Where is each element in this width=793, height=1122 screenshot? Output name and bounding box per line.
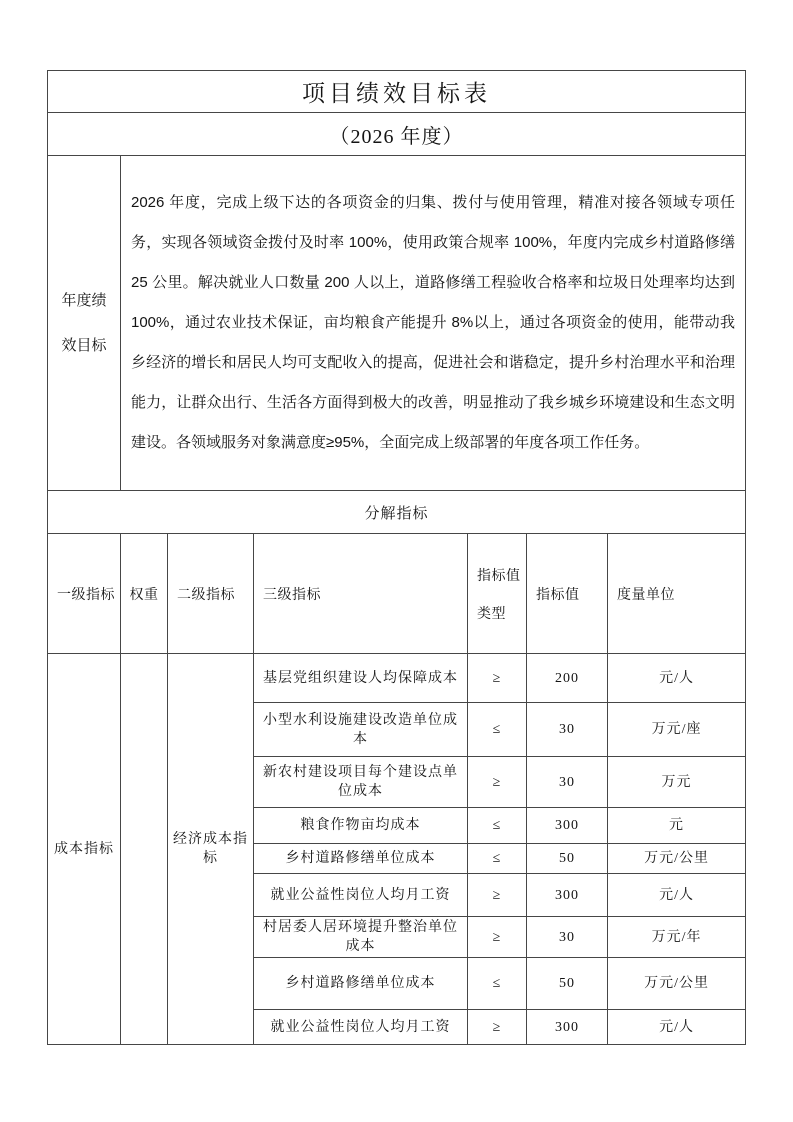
annual-goal-label: 年度绩效目标: [48, 156, 121, 491]
header-target-value: 指标值: [527, 534, 608, 654]
comparator-cell: ≤: [468, 808, 527, 844]
header-unit: 度量单位: [608, 534, 746, 654]
indicator-cell: 小型水利设施建设改造单位成本: [254, 703, 468, 757]
table-row: [48, 654, 746, 703]
value-cell: 50: [527, 844, 608, 874]
performance-target-table: [47, 70, 746, 1045]
value-cell: 200: [527, 654, 608, 703]
indicator-cell: 村居委人居环境提升整治单位成本: [254, 917, 468, 958]
indicator-cell: 新农村建设项目每个建设点单位成本: [254, 757, 468, 808]
unit-cell: 万元/公里: [608, 844, 746, 874]
comparator-cell: ≤: [468, 844, 527, 874]
value-cell: 30: [527, 757, 608, 808]
value-cell: 30: [527, 703, 608, 757]
comparator-cell: ≤: [468, 703, 527, 757]
header-level3-indicator: 三级指标: [254, 534, 468, 654]
indicator-cell: 乡村道路修缮单位成本: [254, 844, 468, 874]
indicator-cell: 粮食作物亩均成本: [254, 808, 468, 844]
section-header-decomposed-indicators: 分解指标: [48, 491, 746, 534]
unit-cell: 元/人: [608, 654, 746, 703]
value-cell: 300: [527, 874, 608, 917]
level1-indicator-cell: 成本指标: [48, 654, 121, 1045]
comparator-cell: ≥: [468, 1010, 527, 1045]
header-level1-indicator: 一级指标: [48, 534, 121, 654]
header-level2-indicator: 二级指标: [168, 534, 254, 654]
value-cell: 300: [527, 808, 608, 844]
unit-cell: 万元/年: [608, 917, 746, 958]
comparator-cell: ≥: [468, 874, 527, 917]
weight-cell: [121, 654, 168, 1045]
header-weight: 权重: [121, 534, 168, 654]
comparator-cell: ≤: [468, 958, 527, 1010]
unit-cell: 万元: [608, 757, 746, 808]
doc-title: 项目绩效目标表: [48, 71, 746, 113]
doc-subtitle: （2026 年度）: [48, 113, 746, 156]
indicator-cell: 乡村道路修缮单位成本: [254, 958, 468, 1010]
unit-cell: 元/人: [608, 1010, 746, 1045]
annual-goal-text: 2026 年度，完成上级下达的各项资金的归集、拨付与使用管理，精准对接各领域专项任务，实现各领域资金拨付及时率 100%，使用政策合规率 100%，年度内完成乡村道路修缮 25 公里。解决就业人口数量 200 人以上，道路修缮工程验收合格率和垃圾日处理率均达到 100%，通过农业技术保证，亩均粮食产能提升 8%以上，通过各项资金的使用，能带动我乡经济的增长和居民人均可支配收入的提高，促进社会和谐稳定，提升乡村治理水平和治理能力，让群众出行、生活各方面得到极大的改善，明显推动了我乡城乡环境建设和生态文明建设。各领域服务对象满意度≥95%，全面完成上级部署的年度各项工作任务。: [121, 156, 746, 491]
value-cell: 30: [527, 917, 608, 958]
comparator-cell: ≥: [468, 757, 527, 808]
unit-cell: 元: [608, 808, 746, 844]
unit-cell: 万元/座: [608, 703, 746, 757]
indicator-cell: 就业公益性岗位人均月工资: [254, 874, 468, 917]
table-header-row: [48, 534, 746, 654]
comparator-cell: ≥: [468, 654, 527, 703]
indicator-cell: 就业公益性岗位人均月工资: [254, 1010, 468, 1045]
value-cell: 300: [527, 1010, 608, 1045]
unit-cell: 元/人: [608, 874, 746, 917]
unit-cell: 万元/公里: [608, 958, 746, 1010]
comparator-cell: ≥: [468, 917, 527, 958]
level2-indicator-cell: 经济成本指标: [168, 654, 254, 1045]
value-cell: 50: [527, 958, 608, 1010]
header-value-type: 指标值类型: [468, 534, 527, 654]
indicator-cell: 基层党组织建设人均保障成本: [254, 654, 468, 703]
